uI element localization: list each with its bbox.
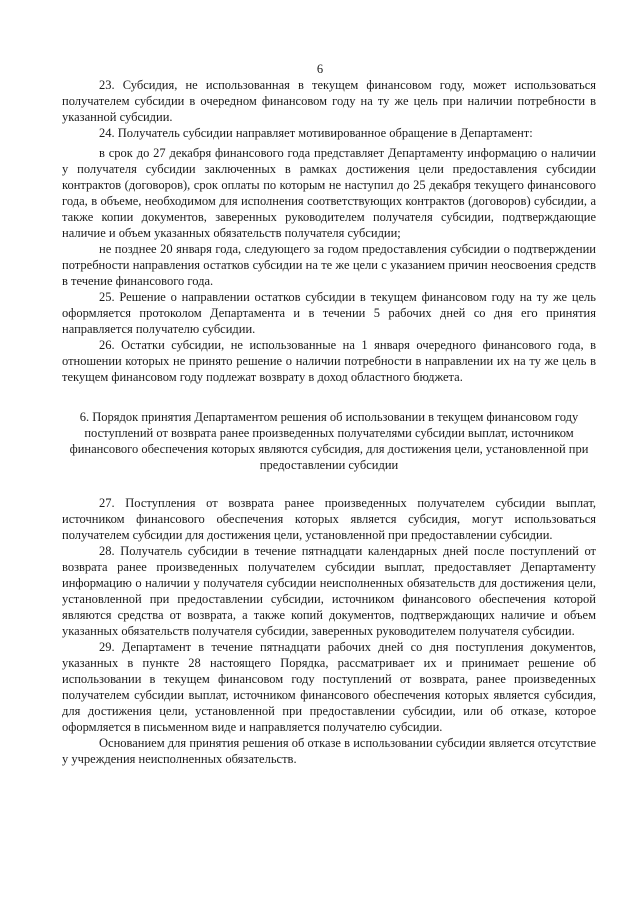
- page-content: [62, 77, 596, 767]
- paragraph-25: 25. Решение о направлении остатков субсидии в текущем финансовом году на ту же цель оформляется протоколом Департамента и в течении 5 рабочих дней со дня его принятия направляется получателю субсидии.: [62, 290, 596, 336]
- paragraph-27: 27. Поступления от возврата ранее произведенных получателем субсидии выплат, источником финансового обеспечения которых является субсидия, могут использоваться получателем субсидии для достижения цели, установленной при предоставлении субсидии.: [62, 496, 596, 542]
- paragraph-24-item-2: не позднее 20 января года, следующего за годом предоставления субсидии о подтверждении потребности направления остатков субсидии на те же цели с указанием причин неосвоения средств в течение финансового года.: [62, 242, 596, 288]
- paragraph-26: 26. Остатки субсидии, не использованные на 1 января очередного финансового года, в отношении которых не принято решение о наличии потребности в направлении их на ту же цель в текущем финансовом году подлежат возврату в доход областного бюджета.: [62, 338, 596, 384]
- paragraph-24: 24. Получатель субсидии направляет мотивированное обращение в Департамент:: [99, 126, 533, 140]
- section-heading: 6. Порядок принятия Департаментом решения об использовании в текущем финансовом году поступлений от возврата ранее произведенных получателями субсидии выплат, источником финансового обеспечения которых являются субсидия, для достижения цели, установленной при предоставлении субсидии: [69, 410, 589, 472]
- page-number: 6: [316, 62, 324, 76]
- paragraph-29: 29. Департамент в течение пятнадцати рабочих дней со дня поступления документов, указанных в пункте 28 настоящего Порядка, рассматривает их и принимает решение об использовании в текущем финансовом году поступлений от возврата, ранее произведенных получателем субсидии выплат, источником финансового обеспечения которых является субсидия, для достижения цели, установленной при предоставлении субсидии, или об отказе, которое оформляется в письменном виде и направляется получателю субсидии.: [62, 640, 596, 734]
- paragraph-28: 28. Получатель субсидии в течение пятнадцати календарных дней после поступлений от возврата ранее произведенных получателем субсидии выплат, предоставляет Департаменту информацию о наличии у получателя субсидии неисполненных обязательств для достижения цели, установленной при предоставлении субсидии, источником финансового обеспечения которой являются средства от возврата, а также копий документов, подтверждающих наличие и объем указанных обязательств получателя субсидии, заверенных руководителем получателя субсидии.: [62, 544, 596, 638]
- paragraph-23: 23. Субсидия, не использованная в текущем финансовом году, может использоваться получателем субсидии в очередном финансовом году на ту же цель при наличии потребности в указанной субсидии.: [62, 78, 596, 124]
- paragraph-refusal-basis: Основанием для принятия решения об отказе в использовании субсидии является отсутствие у учреждения неисполненных обязательств.: [62, 736, 596, 766]
- paragraph-24-item-1: в срок до 27 декабря финансового года представляет Департаменту информацию о наличии у получателя субсидии заключенных в рамках достижения цели предоставления субсидии контрактов (договоров), срок оплаты по которым не наступил до 25 декабря текущего финансового года, в объеме, необходимом для исполнения соответствующих контрактов (договоров) субсидии, а также копии документов, заверенных руководителем получателя субсидии, подтверждающие наличие и объем указанных обязательств получателя субсидии;: [62, 146, 596, 240]
